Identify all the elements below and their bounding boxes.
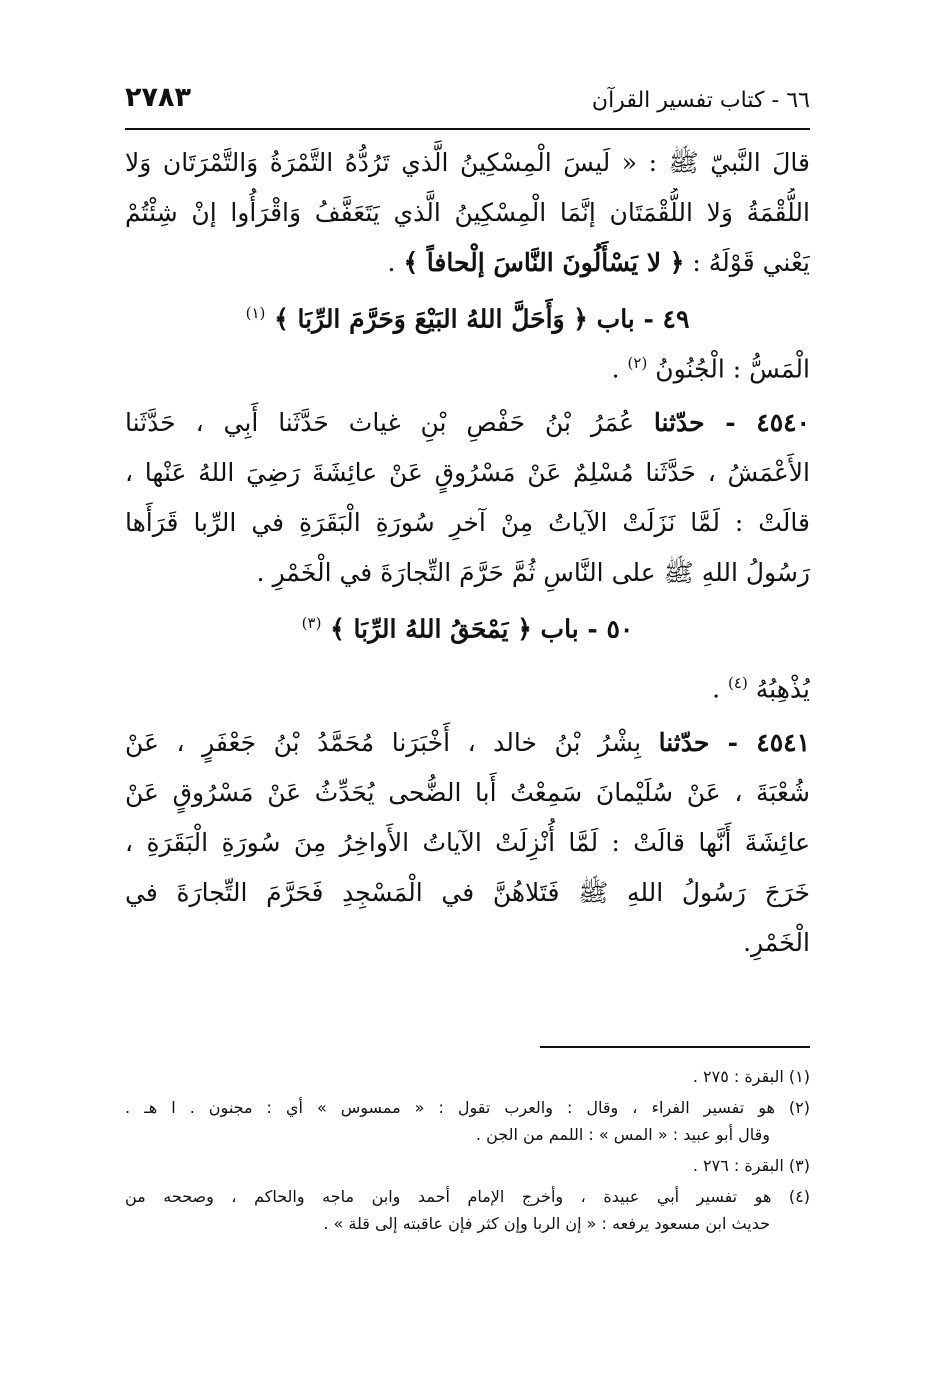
- page-number: ٢٧٨٣: [125, 82, 191, 113]
- text-line: اللُّقْمَةُ وَلا اللُّقْمَتَان إنَّمَا الْمِسْكِينُ الَّذي يَتَعَفَّفُ وَاقْرَأُوا إنْ شِئْتُمْ: [125, 198, 810, 227]
- text-fragment: بِشْرُ بْنُ خالد ، أَخْبَرَنا مُحَمَّدُ بْنُ جَعْفَرٍ ، عَنْ: [125, 728, 659, 757]
- text-line: قالَ النَّبيّ ﷺ : « لَيسَ الْمِسْكِينُ الَّذي تَرُدُّهُ التَّمْرَةُ وَالتَّمْرَتَان وَلا: [125, 148, 810, 177]
- text-fragment: يَعْني قَوْلَهُ :: [684, 248, 810, 277]
- hadith-4541-line: الْخَمْرِ.: [743, 928, 810, 957]
- chapter-heading-text: ٤٩ - باب ﴿ وَأَحَلَّ اللهُ البَيْعَ وَحَرَّمَ الرِّبَا ﴾: [274, 304, 690, 334]
- footnote-marker: (١): [245, 304, 266, 322]
- footnote-2: (٢) هو تفسير الفراء ، وقال : والعرب تقول : « ممسوس » أي : مجنون . ا هـ .: [125, 1098, 810, 1117]
- footnote-marker: (٢): [627, 354, 648, 372]
- hadith-4541-line: خَرَجَ رَسُولُ اللهِ ﷺ فَتَلاهُنَّ في الْمَسْجِدِ فَحَرَّمَ التِّجارَةَ في: [125, 878, 810, 907]
- main-text: [125, 138, 810, 968]
- chapter-heading-text: ٥٠ - باب ﴿ يَمْحَقُ اللهُ الرِّبَا ﴾: [330, 614, 634, 644]
- hadith-number: ٤٥٤١ - حدّثنا: [658, 728, 810, 757]
- hadith-4541-line: عائِشَةَ أَنَّها قالَتْ : لَمَّا أُنْزِلَتْ الآياتُ الأَواخِرُ مِنَ سُورَةِ الْبَقَرَةِ ،: [125, 828, 810, 857]
- text-fragment: .: [712, 674, 729, 704]
- chapter-heading-50: [125, 598, 810, 648]
- text-fragment: يُذْهِبُهُ: [755, 674, 810, 704]
- footnote-3: (٣) البقرة : ٢٧٦ .: [692, 1156, 810, 1175]
- hadith-4540-line: قالَتْ : لَمَّا نَزَلَتْ الآياتُ مِنْ آخرِ سُورَةِ الْبَقَرَةِ في الرِّبا قَرَأَها: [125, 508, 810, 537]
- footnote-marker: (٤): [728, 674, 748, 692]
- text-line: [125, 238, 810, 288]
- hadith-4540-line: [125, 398, 810, 448]
- page-header: [125, 82, 810, 126]
- header-rule: [125, 128, 810, 130]
- quran-quote: ﴿ لا يَسْأَلُونَ النَّاسَ إلْحافاً ﴾: [403, 248, 685, 277]
- text-fragment: .: [387, 248, 404, 277]
- footnotes: [125, 1063, 810, 1237]
- hadith-4541-line: شُعْبَةَ ، عَنْ سُلَيْمانَ سَمِعْتُ أَبا الضُّحى يُحَدِّثُ عَنْ مَسْرُوقٍ عَنْ: [125, 778, 810, 807]
- hadith-4540-line: الأَعْمَشُ ، حَدَّثَنا مُسْلِمٌ عَنْ مَسْرُوقٍ عَنْ عائِشَةَ رَضِيَ اللهُ عَنْها ،: [125, 458, 810, 487]
- footnote-2-continued: وقال أبو عبيد : « المس » : اللمم من الجن .: [475, 1125, 770, 1144]
- text-line: [125, 658, 810, 708]
- footnote-marker: (٣): [301, 614, 322, 632]
- footnote-1: (١) البقرة : ٢٧٥ .: [692, 1067, 810, 1086]
- footnote-rule: [540, 1046, 810, 1048]
- text-fragment: عُمَرُ بْنُ حَفْصِ بْنِ غياث حَدَّثَنا أَبِي ، حَدَّثَنا: [125, 408, 654, 437]
- chapter-heading-49: [125, 288, 810, 338]
- text-fragment: الْمَسُّ : الْجُنُونُ: [655, 354, 810, 384]
- text-fragment: .: [611, 354, 628, 384]
- hadith-4540-line: رَسُولُ اللهِ ﷺ على النَّاسِ ثُمَّ حَرَّمَ التِّجارَةَ في الْخَمْرِ .: [256, 558, 810, 587]
- text-line: [125, 338, 810, 388]
- hadith-number: ٤٥٤٠ - حدّثنا: [653, 408, 810, 437]
- footnote-4-continued: حديث ابن مسعود يرفعه : « إن الربا وإن كثر فإن عاقبته إلى قلة » .: [323, 1214, 770, 1233]
- running-title: ٦٦ - كتاب تفسير القرآن: [591, 88, 810, 113]
- footnote-4: (٤) هو تفسير أبي عبيدة ، وأخرج الإمام أحمد وابن ماجه والحاكم ، وصححه من: [125, 1187, 810, 1206]
- hadith-4541-line: [125, 718, 810, 768]
